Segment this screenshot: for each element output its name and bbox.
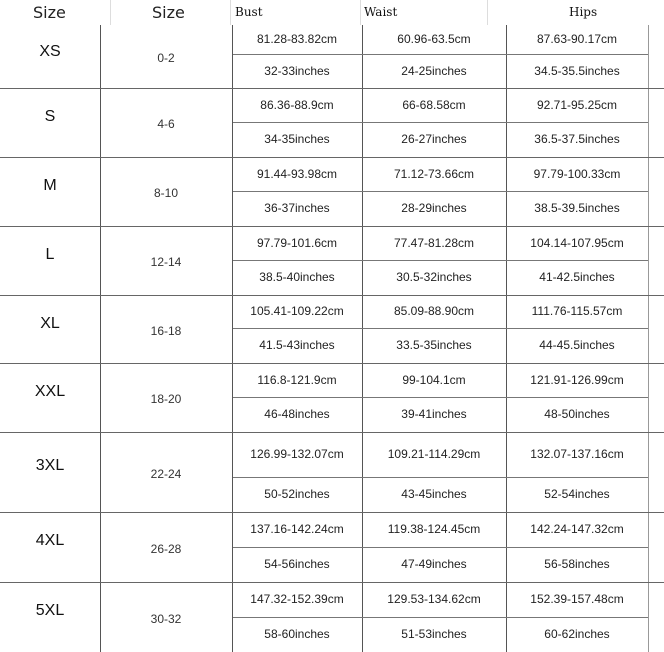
- waist-cm: 66-68.58cm: [402, 98, 466, 112]
- waist-inches: 39-41inches: [401, 407, 467, 421]
- hips-inches: 36.5-37.5inches: [534, 132, 620, 146]
- header-divider: [487, 0, 488, 25]
- header-bust: Bust: [235, 5, 263, 19]
- size-label: M: [43, 177, 57, 194]
- waist-inches: 47-49inches: [401, 557, 467, 571]
- size-range: 0-2: [157, 51, 175, 65]
- size-label: 3XL: [35, 457, 65, 474]
- size-label: XL: [40, 315, 60, 332]
- size-range: 12-14: [150, 255, 182, 269]
- waist-cm: 60.96-63.5cm: [397, 32, 471, 46]
- hips-cm: 152.39-157.48cm: [530, 592, 624, 606]
- bust-cm: 137.16-142.24cm: [250, 522, 344, 536]
- hips-cm: 121.91-126.99cm: [530, 373, 624, 387]
- waist-inches: 28-29inches: [401, 201, 467, 215]
- size-range: 16-18: [150, 324, 182, 338]
- waist-cm: 77.47-81.28cm: [393, 236, 475, 250]
- bust-cm: 126.99-132.07cm: [250, 447, 344, 461]
- bust-cm: 81.28-83.82cm: [256, 32, 338, 46]
- header-size-2: Size: [152, 3, 185, 22]
- bust-inches: 32-33inches: [264, 64, 330, 78]
- waist-cm: 129.53-134.62cm: [387, 592, 481, 606]
- header-hips: Hips: [569, 5, 598, 19]
- waist-inches: 30.5-32inches: [396, 270, 472, 284]
- size-range: 18-20: [150, 392, 182, 406]
- hips-inches: 34.5-35.5inches: [534, 64, 620, 78]
- waist-inches: 26-27inches: [401, 132, 467, 146]
- bust-inches: 46-48inches: [264, 407, 330, 421]
- bust-cm: 147.32-152.39cm: [250, 592, 344, 606]
- bust-cm: 97.79-101.6cm: [256, 236, 338, 250]
- size-label: L: [45, 246, 55, 263]
- bust-cm: 91.44-93.98cm: [256, 167, 338, 181]
- waist-inches: 51-53inches: [401, 627, 467, 641]
- waist-inches: 43-45inches: [401, 487, 467, 501]
- bust-inches: 50-52inches: [264, 487, 330, 501]
- hips-cm: 104.14-107.95cm: [530, 236, 624, 250]
- bust-inches: 41.5-43inches: [259, 338, 335, 352]
- hips-inches: 41-42.5inches: [539, 270, 615, 284]
- bust-inches: 58-60inches: [264, 627, 330, 641]
- size-range: 22-24: [150, 467, 182, 481]
- hips-inches: 48-50inches: [544, 407, 610, 421]
- bust-cm: 105.41-109.22cm: [250, 304, 344, 318]
- header-divider: [360, 0, 361, 25]
- hips-inches: 56-58inches: [544, 557, 610, 571]
- hips-inches: 60-62inches: [544, 627, 610, 641]
- bust-cm: 86.36-88.9cm: [260, 98, 334, 112]
- size-label: S: [44, 108, 56, 125]
- bust-inches: 54-56inches: [264, 557, 330, 571]
- hips-inches: 52-54inches: [544, 487, 610, 501]
- bust-inches: 34-35inches: [264, 132, 330, 146]
- size-label: 4XL: [35, 532, 65, 549]
- bust-inches: 36-37inches: [264, 201, 330, 215]
- column-divider: [648, 25, 649, 652]
- header-waist: Waist: [364, 5, 398, 19]
- bust-inches: 38.5-40inches: [259, 270, 335, 284]
- size-label: XS: [39, 43, 61, 60]
- size-label: 5XL: [35, 602, 65, 619]
- hips-cm: 111.76-115.57cm: [531, 304, 623, 318]
- hips-cm: 87.63-90.17cm: [536, 32, 618, 46]
- waist-cm: 119.38-124.45cm: [387, 522, 481, 536]
- waist-cm: 99-104.1cm: [402, 373, 466, 387]
- header-divider: [110, 0, 111, 25]
- waist-cm: 85.09-88.90cm: [393, 304, 475, 318]
- waist-cm: 109.21-114.29cm: [387, 447, 481, 461]
- waist-inches: 33.5-35inches: [396, 338, 472, 352]
- hips-inches: 44-45.5inches: [539, 338, 615, 352]
- hips-cm: 142.24-147.32cm: [530, 522, 624, 536]
- size-label: XXL: [34, 383, 66, 400]
- hips-cm: 132.07-137.16cm: [530, 447, 624, 461]
- hips-inches: 38.5-39.5inches: [534, 201, 620, 215]
- waist-cm: 71.12-73.66cm: [393, 167, 475, 181]
- header-divider: [230, 0, 231, 25]
- waist-inches: 24-25inches: [401, 64, 467, 78]
- bust-cm: 116.8-121.9cm: [257, 373, 337, 387]
- size-range: 8-10: [153, 186, 179, 200]
- hips-cm: 92.71-95.25cm: [536, 98, 618, 112]
- size-range: 4-6: [157, 117, 175, 131]
- size-range: 26-28: [150, 542, 182, 556]
- header-size-1: Size: [33, 3, 66, 22]
- hips-cm: 97.79-100.33cm: [533, 167, 621, 181]
- size-range: 30-32: [150, 612, 182, 626]
